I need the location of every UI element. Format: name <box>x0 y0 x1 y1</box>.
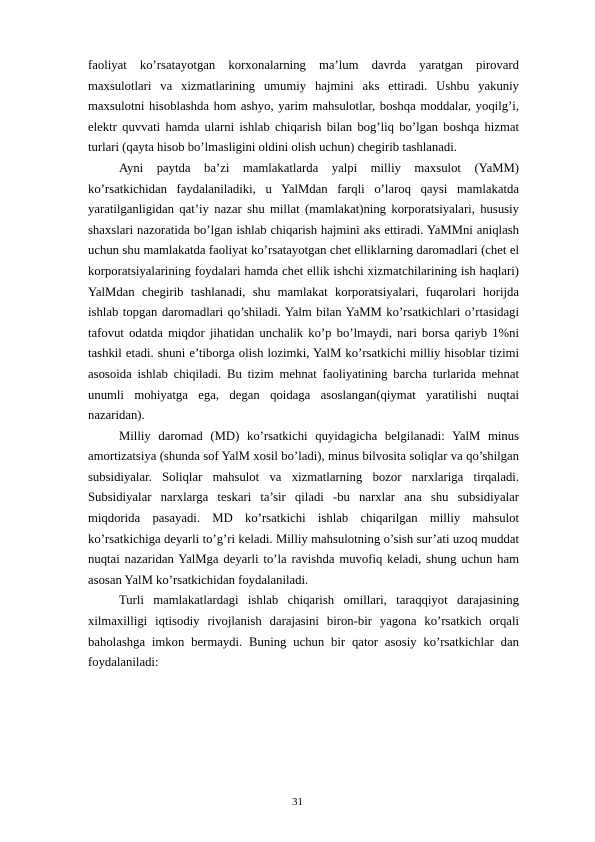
page-number: 31 <box>292 796 303 808</box>
document-body <box>88 55 519 673</box>
paragraph: Turli mamlakatlardagi ishlab chiqarish omillari, taraqqiyot darajasining xilmaxilligi iqtisodiy rivojlanish darajasini biron-bir yagona ko’rsatkich orqali baholashga imkon bermaydi. Buning uchun bir qator asosiy ko’rsatkichlar dan foydalaniladi: <box>88 593 519 670</box>
paragraph: Ayni paytda ba’zi mamlakatlarda yalpi milliy maxsulot (YaMM) ko’rsatkichidan faydalaniladiki, u YalMdan farqli o’laroq qaysi mamlakatda yaratilganligidan qat’iy nazar shu millat (mamlakat)ning korporatsiyalari, hususiy shaxslari nazoratida bo’lgan ishlab chiqarish hajmini aks ettiradi. YaMMni aniqlash uchun shu mamlakatda faoliyat ko’rsatayotgan chet elliklarning daromadlari (chet el korporatsiyalarining foydalari hamda chet ellik ishchi xizmatchilarining ish haqlari) YalMdan chegirib tashlanadi, shu mamlakat korporatsiyalari, fuqarolari horijda ishlab topgan daromadlari qo’shiladi. Yalm bilan YaMM ko’rsatkichlari o’rtasidagi tafovut odatda miqdor jihatidan unchalik ko’p bo’lmaydi, nari borsa qariyb 1%ni tashkil etadi. shuni e’tiborga olish lozimki, YalM ko’rsatkichi milliy hisoblar tizimi asosoida ishlab chiqiladi. Bu tizim mehnat faoliyatining barcha turlarida mehnat unumli mohiyatga ega, degan qoidaga asoslangan(qiymat yaratilishi nuqtai nazaridan). <box>88 160 519 423</box>
paragraph: faoliyat ko’rsatayotgan korxonalarning ma’lum davrda yaratgan pirovard maxsulotlari va xizmatlarining umumiy hajmini aks ettiradi. Ushbu yakuniy maxsulotni hisoblashda hom ashyo, yarim mahsulotlar, boshqa moddalar, yoqilg’i, elektr quvvati hamda ularni ishlab chiqarish bilan bog’liq bo’lgan boshqa hizmat turlari (qayta hisob bo’lmasligini oldini olish uchun) chegirib tashlanadi. <box>88 58 519 155</box>
paragraph: Milliy daromad (MD) ko’rsatkichi quyidagicha belgilanadi: YalM minus amortizatsiya (shunda sof YalM xosil bo’ladi), minus bilvosita soliqlar va qo’shilgan subsidiyalar. Soliqlar mahsulot va xizmatlarning bozor narxlariga tirqaladi. Subsidiyalar narxlarga teskari ta’sir qiladi -bu narxlar ana shu subsidiyalar miqdorida pasayadi. MD ko’rsatkichi ishlab chiqarilgan milliy mahsulot ko’rsatkichiga deyarli to’g’ri keladi. Milliy mahsulotning o’sish sur’ati uzoq muddat nuqtai nazaridan YalMga deyarli to’la ravishda muvofiq keladi, shung uchun ham asosan YalM ko’rsatkichidan foydalaniladi. <box>88 428 519 587</box>
